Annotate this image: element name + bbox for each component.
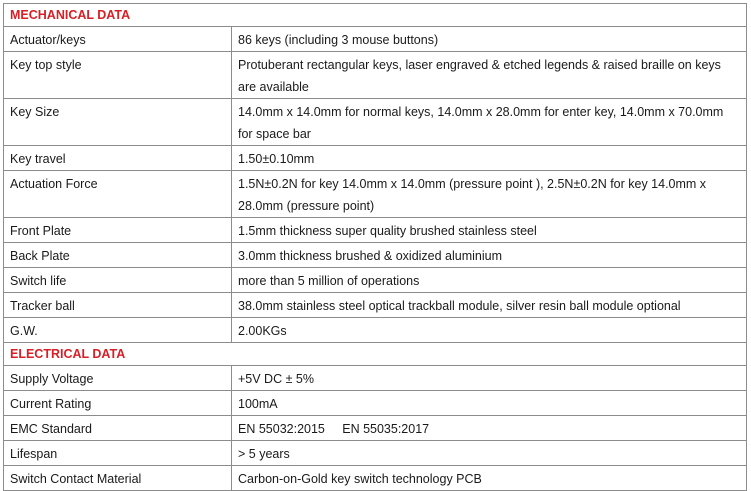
spec-table-body (4, 4, 747, 491)
row-label: Key top style (4, 52, 232, 99)
table-row (4, 146, 747, 171)
row-label: Actuator/keys (4, 27, 232, 52)
section-title: MECHANICAL DATA (4, 4, 747, 27)
row-value: 1.50±0.10mm (232, 146, 747, 171)
table-row (4, 391, 747, 416)
row-label: Back Plate (4, 243, 232, 268)
row-value: Carbon-on-Gold key switch technology PCB (232, 466, 747, 491)
table-row (4, 318, 747, 343)
row-label: EMC Standard (4, 416, 232, 441)
row-label: Front Plate (4, 218, 232, 243)
row-value: 2.00KGs (232, 318, 747, 343)
row-label: Lifespan (4, 441, 232, 466)
table-row (4, 466, 747, 491)
spec-table (3, 3, 747, 491)
table-row (4, 218, 747, 243)
row-value: +5V DC ± 5% (232, 366, 747, 391)
row-label: Supply Voltage (4, 366, 232, 391)
row-label: Actuation Force (4, 171, 232, 218)
row-label: Key Size (4, 99, 232, 146)
row-label: Switch Contact Material (4, 466, 232, 491)
table-row (4, 268, 747, 293)
row-value: 100mA (232, 391, 747, 416)
table-row (4, 293, 747, 318)
table-row (4, 441, 747, 466)
row-value: 3.0mm thickness brushed & oxidized aluminium (232, 243, 747, 268)
row-label: Tracker ball (4, 293, 232, 318)
table-row (4, 52, 747, 99)
table-row (4, 416, 747, 441)
section-title: ELECTRICAL DATA (4, 343, 747, 366)
row-label: G.W. (4, 318, 232, 343)
table-row (4, 27, 747, 52)
row-value: Protuberant rectangular keys, laser engraved & etched legends & raised braille on keys are available (232, 52, 747, 99)
row-value: > 5 years (232, 441, 747, 466)
table-row (4, 99, 747, 146)
table-row (4, 243, 747, 268)
row-value: 1.5N±0.2N for key 14.0mm x 14.0mm (pressure point ), 2.5N±0.2N for key 14.0mm x 28.0mm (pressure point) (232, 171, 747, 218)
section-header-row (4, 4, 747, 27)
row-value: 14.0mm x 14.0mm for normal keys, 14.0mm x 28.0mm for enter key, 14.0mm x 70.0mm for space bar (232, 99, 747, 146)
row-value: 86 keys (including 3 mouse buttons) (232, 27, 747, 52)
row-value: EN 55032:2015 EN 55035:2017 (232, 416, 747, 441)
table-row (4, 171, 747, 218)
row-label: Key travel (4, 146, 232, 171)
row-label: Switch life (4, 268, 232, 293)
row-value: 1.5mm thickness super quality brushed stainless steel (232, 218, 747, 243)
table-row (4, 366, 747, 391)
row-label: Current Rating (4, 391, 232, 416)
row-value: 38.0mm stainless steel optical trackball module, silver resin ball module optional (232, 293, 747, 318)
section-header-row (4, 343, 747, 366)
row-value: more than 5 million of operations (232, 268, 747, 293)
